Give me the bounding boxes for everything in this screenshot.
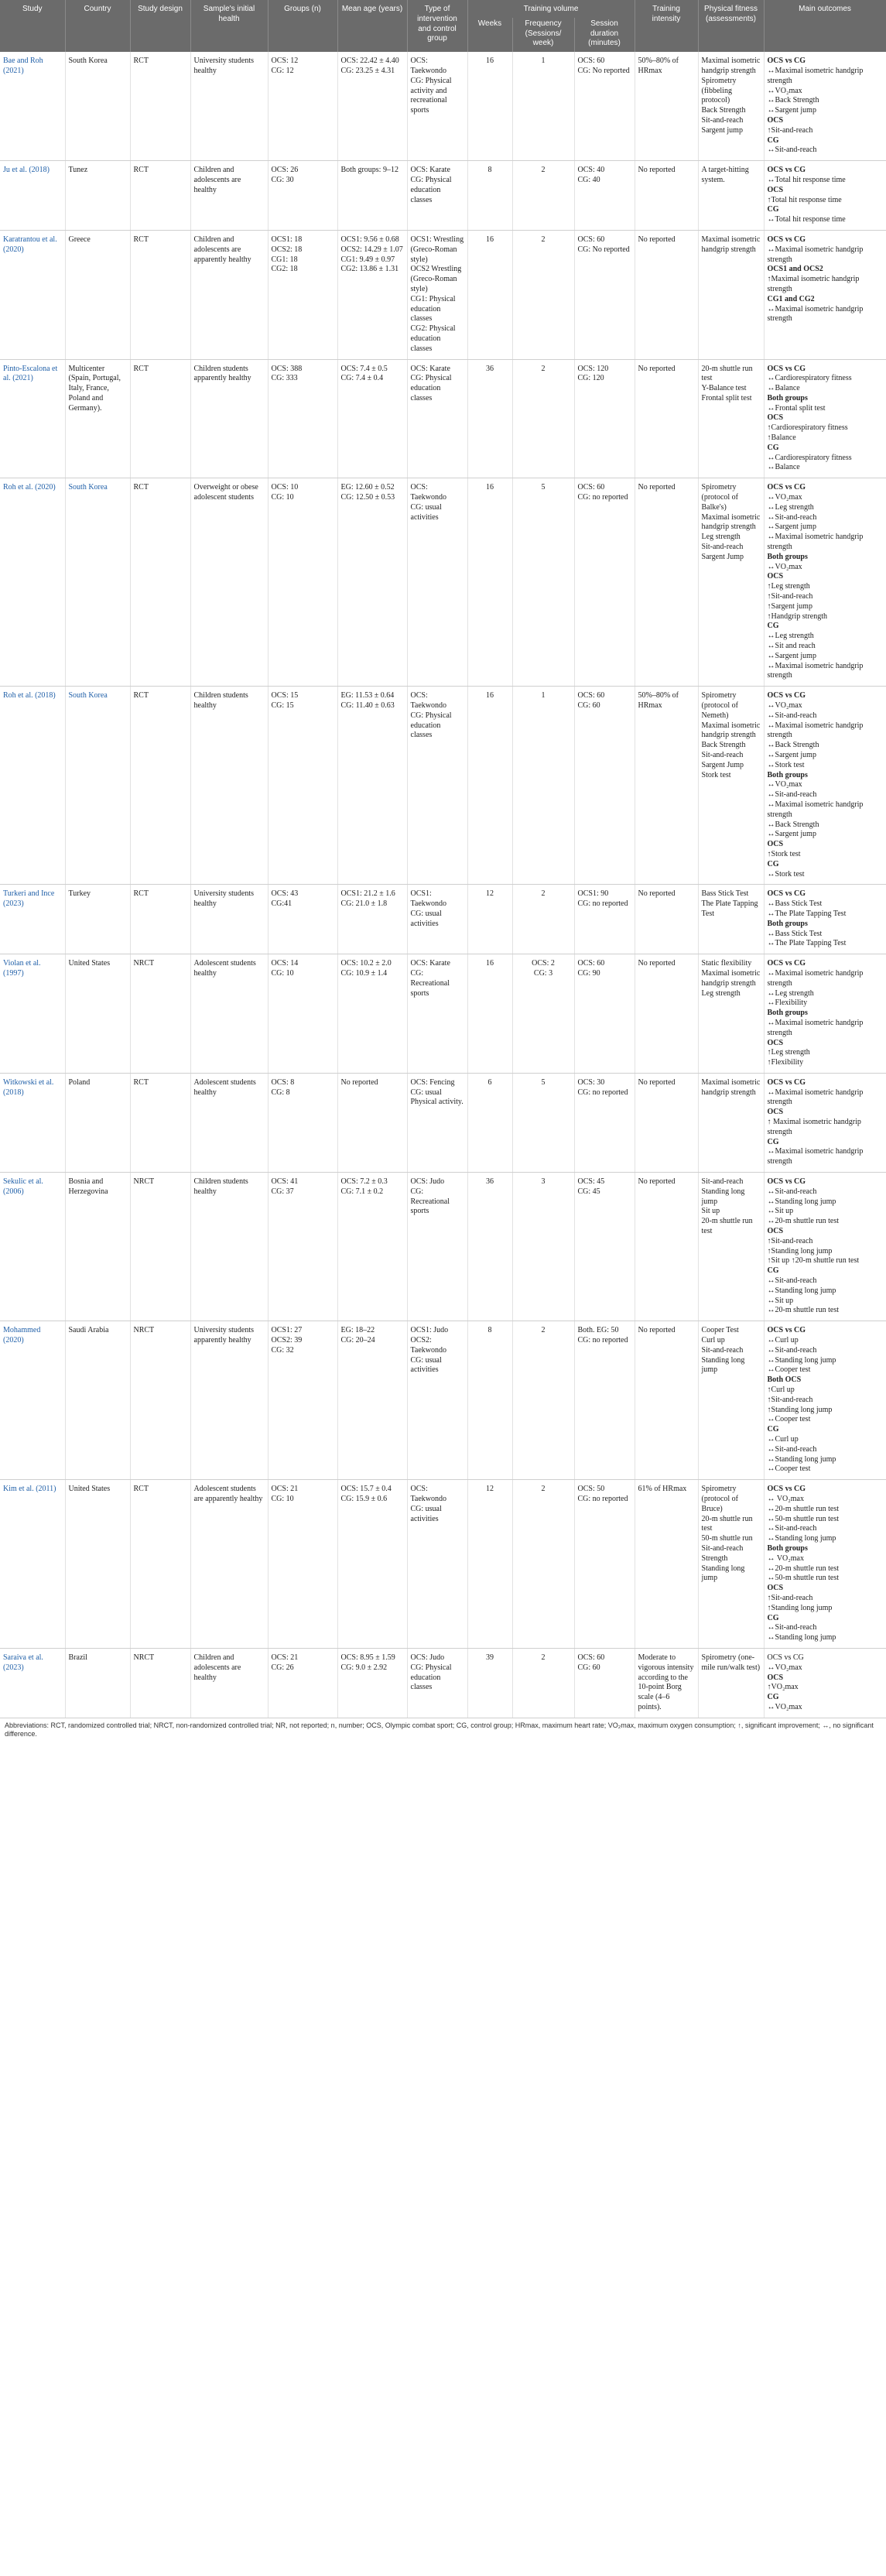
header-intensity: Training intensity — [635, 0, 698, 52]
cell-weeks: 8 — [467, 161, 512, 231]
cell-design: RCT — [130, 52, 190, 160]
cell-intensity: No reported — [635, 230, 698, 359]
cell-weeks: 16 — [467, 687, 512, 885]
cell-groups: OCS: 43 CG:41 — [268, 885, 337, 954]
header-volume: Training volume — [467, 0, 635, 18]
cell-outcomes: OCS vs CG ↔ VO₂max ↔20-m shuttle run test ↔50-m shuttle run test ↔Sit-and-reach ↔Standing long jump Both groups ↔ VO₂max ↔20-m shuttle run test ↔50-m shuttle run test OCS ↑Sit-and-reach ↑Standing long jump CG ↔Sit-and-reach ↔Standing long jump — [764, 1480, 886, 1649]
cell-frequency: 2 — [512, 230, 574, 359]
cell-intensity: No reported — [635, 954, 698, 1074]
cell-country: Saudi Arabia — [65, 1321, 130, 1480]
cell-design: RCT — [130, 161, 190, 231]
cell-sample: Children students apparently healthy — [190, 359, 268, 478]
cell-groups: OCS: 21 CG: 10 — [268, 1480, 337, 1649]
cell-design: NRCT — [130, 1173, 190, 1321]
cell-sample: Adolescent students are apparently healthy — [190, 1480, 268, 1649]
cell-intensity: No reported — [635, 478, 698, 687]
cell-age: EG: 12.60 ± 0.52 CG: 12.50 ± 0.53 — [337, 478, 407, 687]
cell-country: Bosnia and Herzegovina — [65, 1173, 130, 1321]
cell-design: NRCT — [130, 1321, 190, 1480]
table-row — [0, 230, 886, 359]
cell-outcomes: OCS vs CG ↔VO₂max ↔Sit-and-reach ↔Maximal isometric handgrip strength ↔Back Strength ↔Sargent jump ↔Stork test Both groups ↔VO₂max ↔Sit-and-reach ↔Maximal isometric handgrip strength ↔Back Strength ↔Sargent jump OCS ↑Stork test CG ↔Stork test — [764, 687, 886, 885]
cell-study: Witkowski et al. (2018) — [0, 1073, 65, 1172]
cell-weeks: 12 — [467, 885, 512, 954]
cell-age: EG: 18–22 CG: 20–24 — [337, 1321, 407, 1480]
cell-frequency: 5 — [512, 1073, 574, 1172]
cell-design: NRCT — [130, 1648, 190, 1718]
cell-outcomes: OCS vs CG ↔Curl up ↔Sit-and-reach ↔Standing long jump ↔Cooper test Both OCS ↑Curl up ↑Sit-and-reach ↑Standing long jump ↔Cooper test CG ↔Curl up ↔Sit-and-reach ↔Standing long jump ↔Cooper test — [764, 1321, 886, 1480]
cell-duration: OCS: 30 CG: no reported — [574, 1073, 635, 1172]
table-row — [0, 52, 886, 160]
cell-duration: OCS: 50 CG: no reported — [574, 1480, 635, 1649]
cell-frequency: 2 — [512, 1480, 574, 1649]
table-row — [0, 359, 886, 478]
cell-intervention: OCS: Judo CG: Recreational sports — [407, 1173, 467, 1321]
cell-duration: OCS: 120 CG: 120 — [574, 359, 635, 478]
cell-weeks: 36 — [467, 1173, 512, 1321]
cell-frequency: 2 — [512, 161, 574, 231]
table-header — [0, 0, 886, 52]
cell-frequency: 1 — [512, 687, 574, 885]
cell-intervention: OCS: Judo CG: Physical education classes — [407, 1648, 467, 1718]
cell-intervention: OCS: Karate CG: Recreational sports — [407, 954, 467, 1074]
cell-age: OCS: 8.95 ± 1.59 CG: 9.0 ± 2.92 — [337, 1648, 407, 1718]
cell-age: OCS1: 9.56 ± 0.68 OCS2: 14.29 ± 1.07 CG1: 9.49 ± 0.97 CG2: 13.86 ± 1.31 — [337, 230, 407, 359]
cell-sample: University students healthy — [190, 52, 268, 160]
cell-intensity: Moderate to vigorous intensity according to the 10-point Borg scale (4–6 points). — [635, 1648, 698, 1718]
cell-groups: OCS1: 27 OCS2: 39 CG: 32 — [268, 1321, 337, 1480]
cell-weeks: 16 — [467, 478, 512, 687]
cell-frequency: 2 — [512, 885, 574, 954]
cell-sample: Children students healthy — [190, 687, 268, 885]
cell-study: Violan et al. (1997) — [0, 954, 65, 1074]
cell-duration: OCS: 60 CG: No reported — [574, 52, 635, 160]
cell-fitness: Spirometry (protocol of Bruce) 20-m shuttle run test 50-m shuttle run Sit-and-reach Strength Standing long jump — [698, 1480, 764, 1649]
cell-country: South Korea — [65, 687, 130, 885]
table-row — [0, 1073, 886, 1172]
cell-outcomes: OCS vs CG ↔Maximal isometric handgrip strength ↔Leg strength ↔Flexibility Both groups ↔Maximal isometric handgrip strength OCS ↑Leg strength ↑Flexibility — [764, 954, 886, 1074]
cell-country: United States — [65, 954, 130, 1074]
header-country: Country — [65, 0, 130, 52]
table-row — [0, 478, 886, 687]
header-frequency: Frequency (Sessions/ week) — [512, 18, 574, 52]
header-age: Mean age (years) — [337, 0, 407, 52]
cell-country: Tunez — [65, 161, 130, 231]
header-duration: Session duration (minutes) — [574, 18, 635, 52]
table-row — [0, 687, 886, 885]
cell-sample: Overweight or obese adolescent students — [190, 478, 268, 687]
cell-outcomes: OCS vs CG ↔Maximal isometric handgrip strength OCS ↑ Maximal isometric handgrip strength CG ↔Maximal isometric handgrip strength — [764, 1073, 886, 1172]
cell-frequency: 1 — [512, 52, 574, 160]
cell-intensity: 50%–80% of HRmax — [635, 52, 698, 160]
cell-outcomes: OCS vs CG ↔VO₂max OCS ↑VO₂max CG ↔VO₂max — [764, 1648, 886, 1718]
header-study: Study — [0, 0, 65, 52]
cell-groups: OCS: 12 CG: 12 — [268, 52, 337, 160]
cell-groups: OCS: 10 CG: 10 — [268, 478, 337, 687]
cell-design: RCT — [130, 1073, 190, 1172]
cell-design: RCT — [130, 1480, 190, 1649]
cell-intensity: No reported — [635, 1173, 698, 1321]
cell-study: Pinto-Escalona et al. (2021) — [0, 359, 65, 478]
cell-intervention: OCS: Taekwondo CG: usual activities — [407, 478, 467, 687]
cell-sample: Children and adolescents are apparently healthy — [190, 230, 268, 359]
cell-intervention: OCS: Taekwondo CG: usual activities — [407, 1480, 467, 1649]
cell-frequency: 2 — [512, 359, 574, 478]
cell-groups: OCS: 14 CG: 10 — [268, 954, 337, 1074]
cell-study: Sekulic et al. (2006) — [0, 1173, 65, 1321]
cell-intensity: No reported — [635, 885, 698, 954]
cell-study: Roh et al. (2018) — [0, 687, 65, 885]
cell-weeks: 8 — [467, 1321, 512, 1480]
cell-frequency: 5 — [512, 478, 574, 687]
cell-groups: OCS: 26 CG: 30 — [268, 161, 337, 231]
cell-sample: Children and adolescents are healthy — [190, 161, 268, 231]
cell-frequency: 2 — [512, 1648, 574, 1718]
cell-design: NRCT — [130, 954, 190, 1074]
cell-duration: OCS: 60 CG: 60 — [574, 1648, 635, 1718]
header-sample: Sample's initial health — [190, 0, 268, 52]
cell-outcomes: OCS vs CG ↔VO₂max ↔Leg strength ↔Sit-and-reach ↔Sargent jump ↔Maximal isometric handgrip strength Both groups ↔VO₂max OCS ↑Leg strength ↑Sit-and-reach ↑Sargent jump ↑Handgrip strength CG ↔Leg strength ↔Sit and reach ↔Sargent jump ↔Maximal isometric handgrip strength — [764, 478, 886, 687]
cell-fitness: A target-hitting system. — [698, 161, 764, 231]
cell-design: RCT — [130, 359, 190, 478]
cell-groups: OCS: 8 CG: 8 — [268, 1073, 337, 1172]
cell-sample: Children and adolescents are healthy — [190, 1648, 268, 1718]
cell-frequency: 2 — [512, 1321, 574, 1480]
cell-groups: OCS: 41 CG: 37 — [268, 1173, 337, 1321]
table-footnote: Abbreviations: RCT, randomized controlled trial; NRCT, non-randomized controlled trial; NR, not reported; n, number; OCS, Olympic combat sport; CG, control group; HRmax, maximum heart rate; VO₂max, maximum oxygen consumption; ↑, significant improvement; ↔, no significant difference. — [5, 1721, 874, 1738]
cell-country: South Korea — [65, 478, 130, 687]
cell-fitness: Spirometry (one-mile run/walk test) — [698, 1648, 764, 1718]
cell-groups: OCS: 388 CG: 333 — [268, 359, 337, 478]
cell-outcomes: OCS vs CG ↔Cardiorespiratory fitness ↔Balance Both groups ↔Frontal split test OCS ↑Cardiorespiratory fitness ↑Balance CG ↔Cardiorespiratory fitness ↔Balance — [764, 359, 886, 478]
header-fitness: Physical fitness (assessments) — [698, 0, 764, 52]
cell-groups: OCS: 21 CG: 26 — [268, 1648, 337, 1718]
cell-study: Mohammed (2020) — [0, 1321, 65, 1480]
cell-country: Poland — [65, 1073, 130, 1172]
cell-age: No reported — [337, 1073, 407, 1172]
cell-intensity: No reported — [635, 161, 698, 231]
cell-intensity: 61% of HRmax — [635, 1480, 698, 1649]
cell-country: Turkey — [65, 885, 130, 954]
cell-intervention: OCS1: Wrestling (Greco-Roman style) OCS2 Wrestling (Greco-Roman style) CG1: Physical education classes CG2: Physical education classes — [407, 230, 467, 359]
cell-outcomes: OCS vs CG ↔Maximal isometric handgrip strength ↔VO₂max ↔Back Strength ↔Sargent jump OCS ↑Sit-and-reach CG ↔Sit-and-reach — [764, 52, 886, 160]
cell-sample: Adolescent students healthy — [190, 1073, 268, 1172]
cell-duration: OCS: 45 CG: 45 — [574, 1173, 635, 1321]
cell-study: Kim et al. (2011) — [0, 1480, 65, 1649]
cell-duration: OCS: 40 CG: 40 — [574, 161, 635, 231]
table-body — [0, 52, 886, 1718]
cell-design: RCT — [130, 230, 190, 359]
cell-intervention: OCS: Fencing CG: usual Physical activity. — [407, 1073, 467, 1172]
cell-fitness: Sit-and-reach Standing long jump Sit up 20-m shuttle run test — [698, 1173, 764, 1321]
cell-outcomes: OCS vs CG ↔Total hit response time OCS ↑Total hit response time CG ↔Total hit response time — [764, 161, 886, 231]
cell-country: Multicenter (Spain, Portugal, Italy, France, Poland and Germany). — [65, 359, 130, 478]
cell-duration: OCS1: 90 CG: no reported — [574, 885, 635, 954]
cell-weeks: 6 — [467, 1073, 512, 1172]
cell-study: Turkeri and Ince (2023) — [0, 885, 65, 954]
cell-weeks: 16 — [467, 52, 512, 160]
cell-fitness: Cooper Test Curl up Sit-and-reach Standing long jump — [698, 1321, 764, 1480]
cell-age: OCS: 10.2 ± 2.0 CG: 10.9 ± 1.4 — [337, 954, 407, 1074]
header-outcomes: Main outcomes — [764, 0, 886, 52]
cell-study: Saraiva et al. (2023) — [0, 1648, 65, 1718]
cell-intensity: No reported — [635, 1073, 698, 1172]
cell-groups: OCS: 15 CG: 15 — [268, 687, 337, 885]
header-groups: Groups (n) — [268, 0, 337, 52]
cell-duration: OCS: 60 CG: 60 — [574, 687, 635, 885]
cell-weeks: 16 — [467, 954, 512, 1074]
cell-intervention: OCS: Karate CG: Physical education classes — [407, 359, 467, 478]
cell-study: Karatrantou et al. (2020) — [0, 230, 65, 359]
cell-study: Bae and Roh (2021) — [0, 52, 65, 160]
cell-intensity: No reported — [635, 1321, 698, 1480]
cell-age: OCS: 7.4 ± 0.5 CG: 7.4 ± 0.4 — [337, 359, 407, 478]
table-row — [0, 1480, 886, 1649]
cell-fitness: Bass Stick Test The Plate Tapping Test — [698, 885, 764, 954]
cell-weeks: 12 — [467, 1480, 512, 1649]
cell-groups: OCS1: 18 OCS2: 18 CG1: 18 CG2: 18 — [268, 230, 337, 359]
table-row — [0, 954, 886, 1074]
cell-fitness: Spirometry (protocol of Nemeth) Maximal isometric handgrip strength Back Strength Sit-and-reach Sargent Jump Stork test — [698, 687, 764, 885]
table-row — [0, 161, 886, 231]
cell-intensity: No reported — [635, 359, 698, 478]
cell-fitness: Maximal isometric handgrip strength — [698, 230, 764, 359]
cell-duration: OCS: 60 CG: No reported — [574, 230, 635, 359]
table-row — [0, 1321, 886, 1480]
header-intervention: Type of intervention and control group — [407, 0, 467, 52]
cell-outcomes: OCS vs CG ↔Bass Stick Test ↔The Plate Tapping Test Both groups ↔Bass Stick Test ↔The Plate Tapping Test — [764, 885, 886, 954]
cell-fitness: Spirometry (protocol of Balke's) Maximal isometric handgrip strength Leg strength Sit-and-reach Sargent Jump — [698, 478, 764, 687]
cell-country: South Korea — [65, 52, 130, 160]
cell-frequency: OCS: 2 CG: 3 — [512, 954, 574, 1074]
table-row — [0, 885, 886, 954]
cell-age: OCS: 7.2 ± 0.3 CG: 7.1 ± 0.2 — [337, 1173, 407, 1321]
cell-age: OCS: 15.7 ± 0.4 CG: 15.9 ± 0.6 — [337, 1480, 407, 1649]
cell-design: RCT — [130, 687, 190, 885]
cell-sample: University students healthy — [190, 885, 268, 954]
cell-weeks: 16 — [467, 230, 512, 359]
cell-intervention: OCS1: Judo OCS2: Taekwondo CG: usual activities — [407, 1321, 467, 1480]
cell-age: Both groups: 9–12 — [337, 161, 407, 231]
cell-study: Ju et al. (2018) — [0, 161, 65, 231]
table-row — [0, 1648, 886, 1718]
table-row — [0, 1173, 886, 1321]
cell-duration: OCS: 60 CG: no reported — [574, 478, 635, 687]
header-weeks: Weeks — [467, 18, 512, 52]
cell-fitness: 20-m shuttle run test Y-Balance test Frontal split test — [698, 359, 764, 478]
cell-fitness: Maximal isometric handgrip strength Spirometry (fibbeling protocol) Back Strength Sit-and-reach Sargent jump — [698, 52, 764, 160]
cell-intervention: OCS: Karate CG: Physical education classes — [407, 161, 467, 231]
cell-country: Greece — [65, 230, 130, 359]
cell-fitness: Maximal isometric handgrip strength — [698, 1073, 764, 1172]
cell-age: OCS1: 21.2 ± 1.6 CG: 21.0 ± 1.8 — [337, 885, 407, 954]
header-design: Study design — [130, 0, 190, 52]
cell-sample: University students apparently healthy — [190, 1321, 268, 1480]
cell-age: OCS: 22.42 ± 4.40 CG: 23.25 ± 4.31 — [337, 52, 407, 160]
cell-design: RCT — [130, 885, 190, 954]
cell-fitness: Static flexibility Maximal isometric handgrip strength Leg strength — [698, 954, 764, 1074]
cell-weeks: 39 — [467, 1648, 512, 1718]
cell-design: RCT — [130, 478, 190, 687]
cell-intervention: OCS1: Taekwondo CG: usual activities — [407, 885, 467, 954]
cell-intervention: OCS: Taekwondo CG: Physical activity and recreational sports — [407, 52, 467, 160]
cell-intensity: 50%–80% of HRmax — [635, 687, 698, 885]
cell-outcomes: OCS vs CG ↔Sit-and-reach ↔Standing long jump ↔Sit up ↔20-m shuttle run test OCS ↑Sit-and-reach ↑Standing long jump ↑Sit up ↑20-m shuttle run test CG ↔Sit-and-reach ↔Standing long jump ↔Sit up ↔20-m shuttle run test — [764, 1173, 886, 1321]
cell-sample: Adolescent students healthy — [190, 954, 268, 1074]
cell-age: EG: 11.53 ± 0.64 CG: 11.40 ± 0.63 — [337, 687, 407, 885]
cell-intervention: OCS: Taekwondo CG: Physical education classes — [407, 687, 467, 885]
cell-study: Roh et al. (2020) — [0, 478, 65, 687]
cell-duration: OCS: 60 CG: 90 — [574, 954, 635, 1074]
cell-weeks: 36 — [467, 359, 512, 478]
cell-sample: Children students healthy — [190, 1173, 268, 1321]
cell-outcomes: OCS vs CG ↔Maximal isometric handgrip strength OCS1 and OCS2 ↑Maximal isometric handgrip strength CG1 and CG2 ↔Maximal isometric handgrip strength — [764, 230, 886, 359]
cell-country: United States — [65, 1480, 130, 1649]
cell-country: Brazil — [65, 1648, 130, 1718]
cell-frequency: 3 — [512, 1173, 574, 1321]
cell-duration: Both. EG: 50 CG: no reported — [574, 1321, 635, 1480]
